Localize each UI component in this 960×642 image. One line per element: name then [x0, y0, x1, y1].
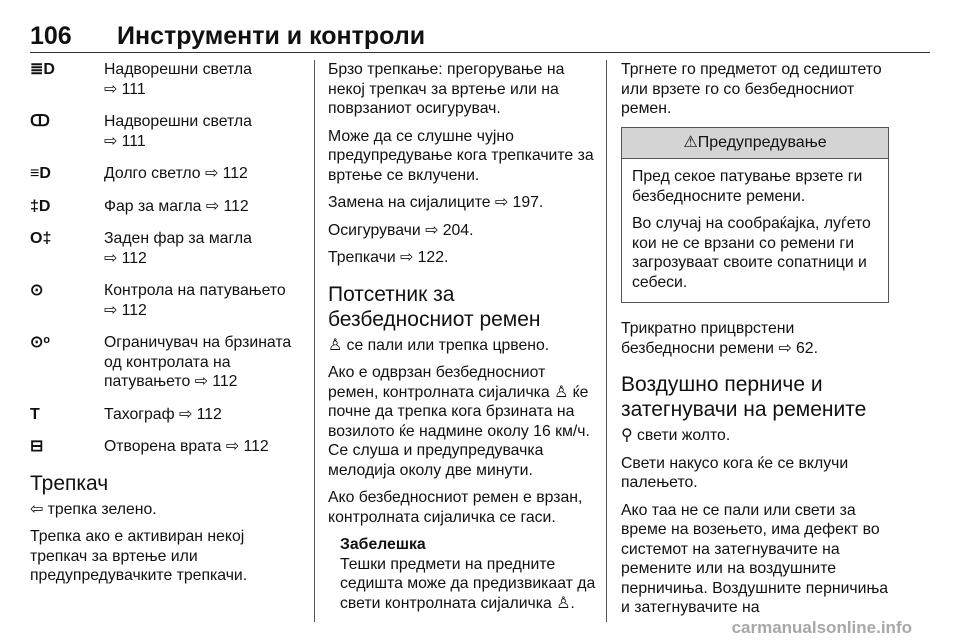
paragraph: Трикратно прицврстени безбедносни ремени ⇨ 62.	[621, 320, 818, 357]
indicator-label: Фар за магла ⇨ 112	[104, 197, 249, 215]
tachograph-icon: T	[30, 405, 40, 423]
paragraph: Ако безбедносниот ремен е врзан, контролната сијаличка се гаси.	[328, 489, 583, 526]
cruise-control-icon: ⊙	[30, 282, 44, 299]
indicator-label: Отворена врата ⇨ 112	[104, 438, 269, 455]
section-heading-airbag: Воздушно перниче и затегнувачи на ремените	[621, 373, 867, 421]
side-lights-icon: ≣D	[30, 61, 55, 78]
paragraph: ♙ се пали или трепка црвено.	[328, 336, 550, 354]
paragraph: Ако таа не се пали или свети за време на возењето, има дефект во системот на затегнувачите на ремените или на воздушните перничиња. Воздушните перничиња и затегнувачите на	[621, 501, 889, 616]
section-heading-seat-belt-reminder: Потсетник за безбедносниот ремен	[328, 282, 541, 331]
watermark: carmanualsonline.info	[731, 618, 912, 637]
indicator-row	[30, 60, 300, 99]
paragraph: Ако е одврзан безбедносниот ремен, контролната сијаличка ♙ ќе почне да трепка кога брзината на возилото ќе надмине околу 16 км/ч. Се слуша и предупредувачка мелодија околу две минути.	[328, 364, 590, 479]
indicator-text	[104, 60, 300, 99]
indicator-row	[30, 229, 300, 268]
column-divider	[314, 60, 315, 622]
indicator-row	[30, 281, 300, 320]
cross-reference: Трепкачи ⇨ 122.	[328, 249, 449, 266]
indicator-text	[104, 112, 300, 151]
indicator-label: Ограничувач на брзината од контролата на патувањето ⇨ 112	[104, 334, 292, 390]
indicator-row	[30, 164, 300, 184]
exterior-lights-icon: ↀ	[30, 113, 50, 130]
paragraph: ⇦ трепка зелено.	[30, 500, 157, 518]
indicator-list	[30, 60, 300, 457]
header-rule	[30, 52, 930, 53]
indicator-text	[104, 281, 300, 320]
indicator-page-ref: ⇨ 111	[104, 132, 146, 150]
page-title: Инструменти и контроли	[117, 22, 426, 50]
indicator-text	[104, 405, 300, 425]
paragraph: Може да се слушне чујно предупредување кога трепкачите за вртење се вклучени.	[328, 127, 594, 184]
paragraph: Трепка ако е активиран некој трепкач за вртење или предупредувачките трепкачи.	[30, 528, 248, 584]
paragraph: Свети накусо кога ќе се вклучи палењето.	[621, 454, 849, 491]
cross-reference: Осигурувачи ⇨ 204.	[328, 221, 474, 239]
column-2	[328, 60, 598, 621]
warning-body	[622, 159, 888, 302]
indicator-label: Заден фар за магла	[104, 230, 252, 247]
indicator-text	[104, 437, 300, 457]
warning-title: ⚠Предупредување	[622, 128, 888, 160]
note-block	[328, 535, 598, 613]
warning-box	[621, 127, 889, 304]
page-header	[0, 0, 960, 52]
paragraph: Тргнете го предметот од седиштето или врзете го со безбедносниот ремен.	[621, 61, 882, 117]
indicator-label: Надворешни светла	[104, 113, 252, 130]
page-number: 106	[30, 22, 72, 50]
high-beam-icon: ≡D	[30, 165, 51, 182]
indicator-page-ref: ⇨ 112	[104, 301, 147, 319]
speed-limiter-icon: ⊙ᵒ	[30, 334, 50, 351]
indicator-row	[30, 333, 300, 392]
indicator-page-ref: ⇨ 111	[104, 80, 146, 98]
front-fog-light-icon: ‡D	[30, 197, 51, 215]
note-text: Тешки предмети на предните седишта може да предизвикаат да свети контролната сијаличка ♙.	[340, 555, 596, 612]
note-title: Забелешка	[340, 536, 426, 553]
indicator-page-ref: ⇨ 112	[104, 249, 147, 267]
indicator-text	[104, 333, 300, 392]
paragraph: ⚲ свети жолто.	[621, 427, 731, 444]
cross-reference: Замена на сијалиците ⇨ 197.	[328, 194, 544, 211]
door-open-icon: ⊟	[30, 438, 44, 455]
indicator-label: Надворешни светла	[104, 61, 252, 78]
indicator-row	[30, 405, 300, 425]
section-heading-turn-signal: Трепкач	[30, 471, 109, 495]
indicator-row	[30, 112, 300, 151]
indicator-label: Контрола на патувањето	[104, 282, 286, 299]
indicator-row	[30, 437, 300, 457]
rear-fog-light-icon: O‡	[30, 230, 52, 247]
paragraph: Брзо трепкање: прегорување на некој трепкач за вртење или на поврзаниот осигурувач.	[328, 61, 565, 117]
indicator-text	[104, 197, 300, 217]
indicator-text	[104, 164, 300, 184]
warning-text: Пред секое патување врзете ги безбедносните ремени.	[632, 168, 863, 205]
column-3	[621, 60, 889, 626]
indicator-row	[30, 197, 300, 217]
column-divider	[606, 60, 607, 622]
indicator-text	[104, 229, 300, 268]
warning-text: Во случај на сообраќајка, луѓето кои не се врзани со ремени ги загрозуваат своите сопатници и себеси.	[632, 215, 871, 291]
indicator-label: Тахограф ⇨ 112	[104, 405, 222, 423]
indicator-label: Долго светло ⇨ 112	[104, 165, 248, 182]
column-1	[30, 60, 300, 594]
